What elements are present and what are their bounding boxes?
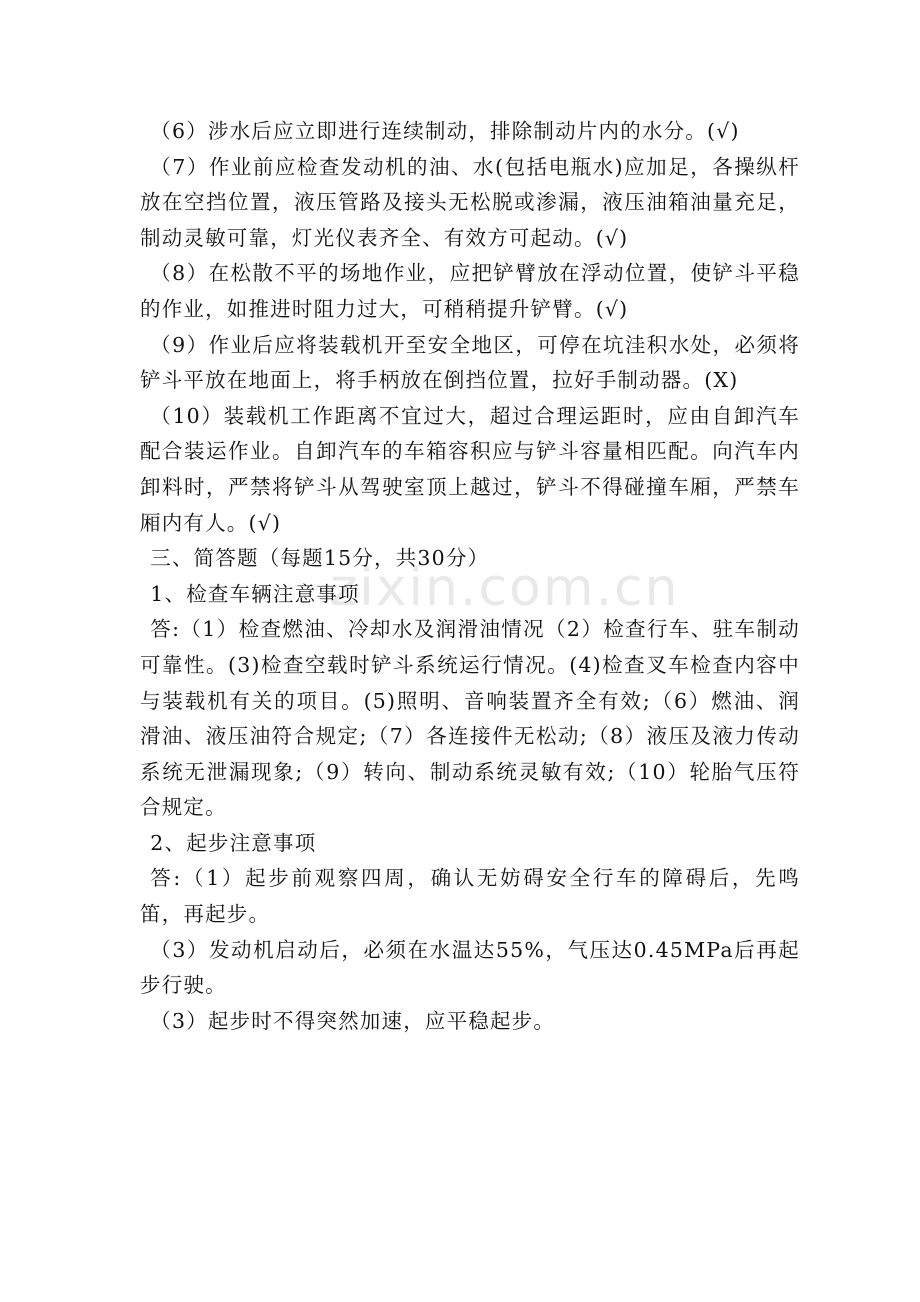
question-2-title: 2、起步注意事项 bbox=[150, 830, 317, 855]
watermark: zixin.com.cn bbox=[330, 558, 680, 618]
section-heading: 三、简答题（每题15分，共30分） bbox=[150, 546, 490, 571]
question-2-answer-2: （3）发动机启动后，必须在水温达55%，气压达0.45MPa后再起步行驶。 bbox=[140, 937, 800, 998]
judgment-item-7: （7）作业前应检查发动机的油、水(包括电瓶水)应加足，各操纵杆放在空挡位置，液压管路及接头无松脱或渗漏，液压油箱油量充足，制动灵敏可靠，灯光仪表齐全、有效方可起动。(√) bbox=[140, 154, 800, 250]
document-body bbox=[140, 114, 800, 1039]
question-2-answer-1: 答:（1）起步前观察四周，确认无妨碍安全行车的障碍后，先鸣笛，再起步。 bbox=[140, 866, 800, 927]
question-1-answer: 答:（1）检查燃油、冷却水及润滑油情况（2）检查行车、驻车制动可靠性。(3)检查空载时铲斗系统运行情况。(4)检查叉车检查内容中与装载机有关的项目。(5)照明、音响装置齐全有效;（6）燃油、润滑油、液压油符合规定;（7）各连接件无松动;（8）液压及液力传动系统无泄漏现象;（9）转向、制动系统灵敏有效;（10）轮胎气压符合规定。 bbox=[140, 617, 800, 820]
judgment-item-8: （8）在松散不平的场地作业，应把铲臂放在浮动位置，使铲斗平稳的作业，如推进时阻力过大，可稍稍提升铲臂。(√) bbox=[140, 261, 800, 321]
question-1-title: 1、检查车辆注意事项 bbox=[150, 581, 360, 606]
judgment-item-9: （9）作业后应将装载机开至安全地区，可停在坑洼积水处，必须将铲斗平放在地面上，将手柄放在倒挡位置，拉好手制动器。(X) bbox=[140, 332, 800, 393]
judgment-item-6: （6）涉水后应立即进行连续制动，排除制动片内的水分。(√) bbox=[150, 119, 740, 143]
judgment-item-10: （10）装载机工作距离不宜过大，超过合理运距时，应由自卸汽车配合装运作业。自卸汽车的车箱容积应与铲斗容量相匹配。向汽车内卸料时，严禁将铲斗从驾驶室顶上越过，铲斗不得碰撞车厢，严禁车厢内有人。(√) bbox=[140, 403, 800, 535]
question-2-answer-3: （3）起步时不得突然加速，应平稳起步。 bbox=[150, 1008, 556, 1033]
